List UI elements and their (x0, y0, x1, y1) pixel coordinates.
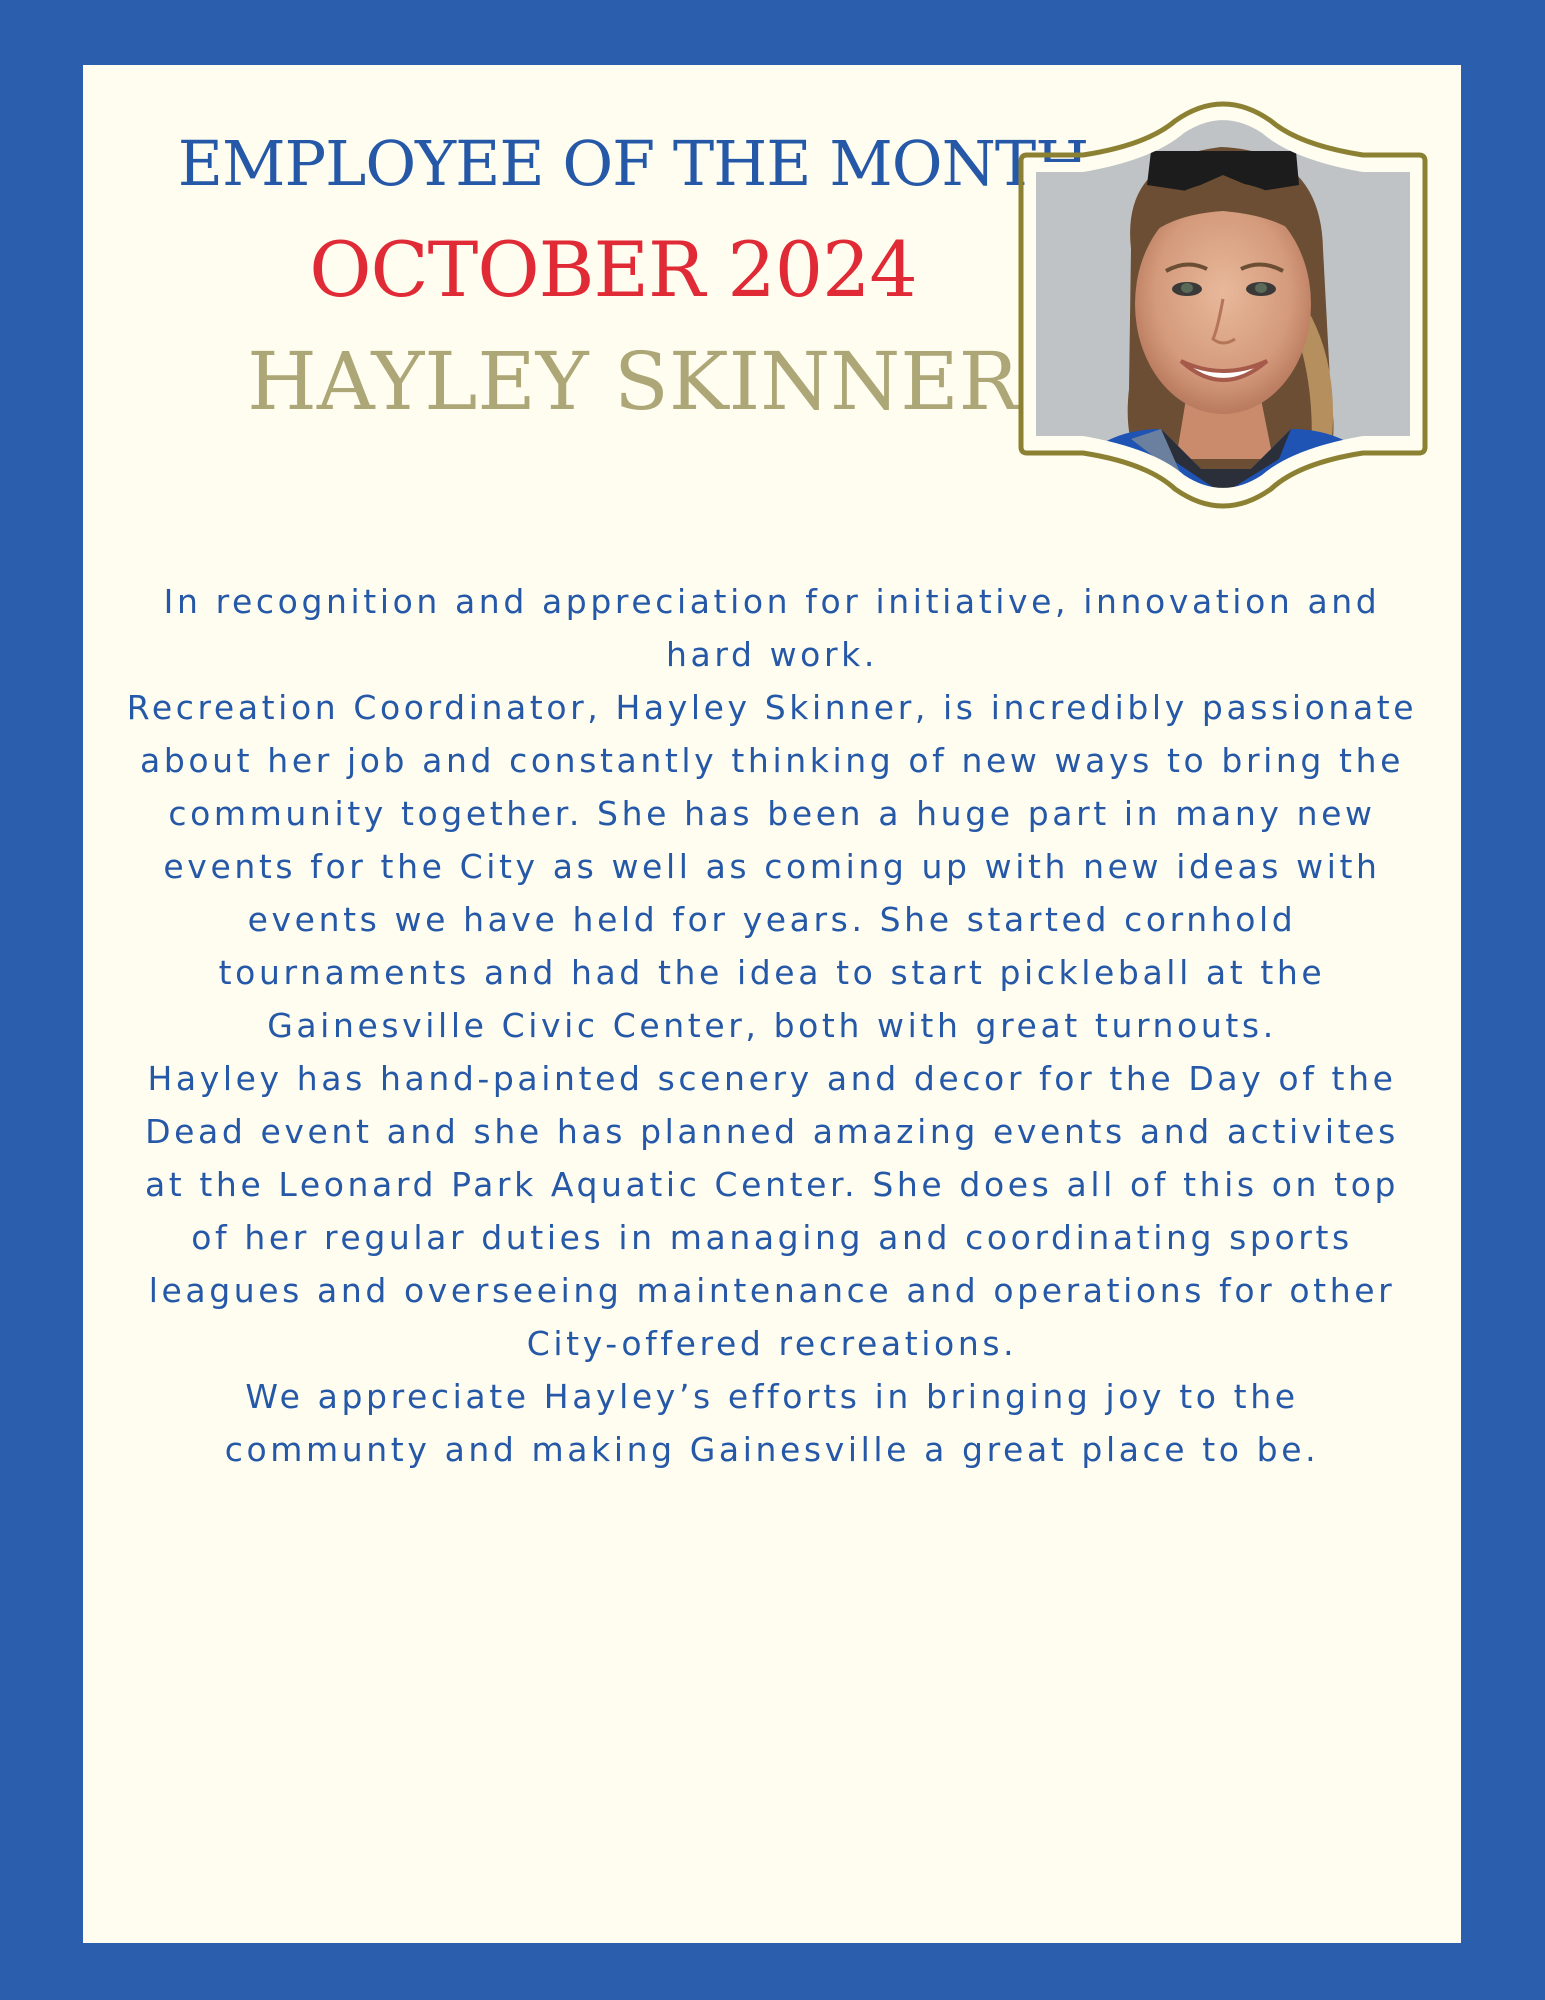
employee-name: HAYLEY SKINNER (247, 335, 1019, 428)
employee-photo (1011, 99, 1435, 521)
closing-paragraph: We appreciate Hayley’s efforts in bringing joy to the communty and making Gainesville a great place to be. (224, 1377, 1320, 1469)
award-card (83, 65, 1461, 1943)
achievements-paragraph: Recreation Coordinator, Hayley Skinner, is incredibly passionate about her job and constantly thinking of new ways to bring the community together. She has been a huge part in many new events for the City as well as coming up with new ideas with events we have held for years. She started cornhold tournaments and had the idea to start pickleball at the Gainesville Civic Center, both with great turnouts. (126, 688, 1418, 1045)
portrait-svg (1011, 99, 1435, 521)
award-description (123, 575, 1421, 1476)
intro-paragraph: In recognition and appreciation for initiative, innovation and hard work. (163, 582, 1381, 674)
duties-paragraph: Hayley has hand-painted scenery and decor for the Day of the Dead event and she has planned amazing events and activites at the Leonard Park Aquatic Center. She does all of this on top of her regular duties in managing and coordinating sports leagues and overseeing maintenance and operations for other City-offered recreations. (144, 1059, 1400, 1363)
page-title: EMPLOYEE OF THE MONTH (177, 127, 1089, 200)
award-month: OCTOBER 2024 (309, 225, 917, 314)
